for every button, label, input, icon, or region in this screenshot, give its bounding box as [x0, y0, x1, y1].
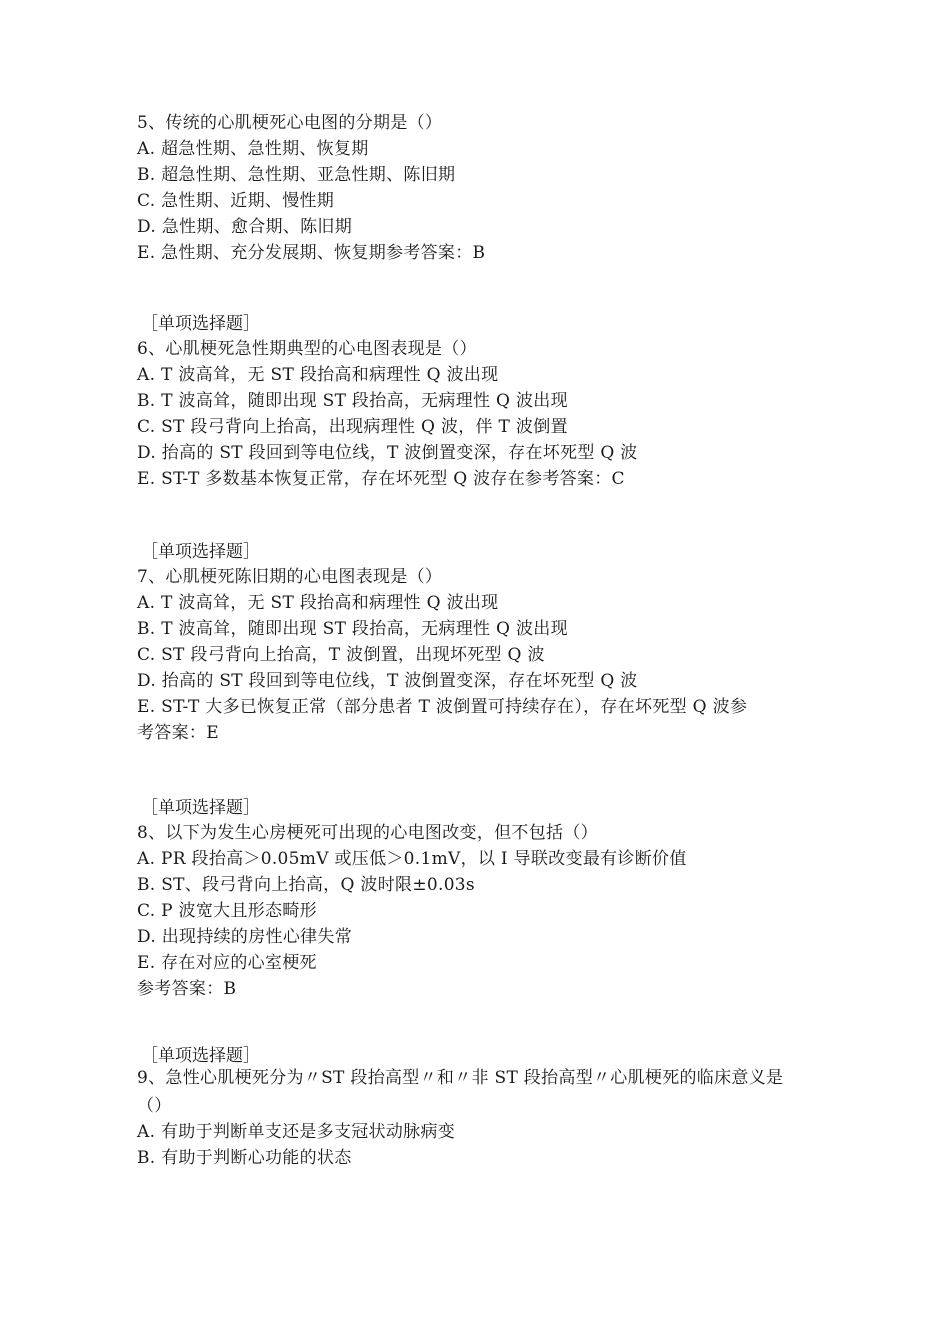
question-5 [137, 110, 802, 266]
option-b: B. 超急性期、急性期、亚急性期、陈旧期 [137, 165, 456, 185]
option-a: A. 超急性期、急性期、恢复期 [137, 139, 369, 159]
question-stem: 5、传统的心肌梗死心电图的分期是（） [137, 113, 443, 133]
option-a: A. PR 段抬高＞0.05mV 或压低＞0.1mV，以 I 导联改变最有诊断价值 [137, 849, 687, 869]
option-a: A. 有助于判断单支还是多支冠状动脉病变 [137, 1122, 456, 1142]
option-c: C. ST 段弓背向上抬高，出现病理性 Q 波，伴 T 波倒置 [137, 417, 568, 437]
option-d: D. 抬高的 ST 段回到等电位线，T 波倒置变深，存在坏死型 Q 波 [137, 443, 638, 463]
question-9 [137, 1044, 802, 1171]
answer: 参考答案：B [137, 979, 237, 999]
answer-continuation: 考答案：E [137, 723, 219, 743]
option-c: C. ST 段弓背向上抬高，T 波倒置，出现坏死型 Q 波 [137, 645, 545, 665]
option-c: C. P 波宽大且形态畸形 [137, 901, 317, 921]
option-e-with-answer: E. ST-T 多数基本恢复正常，存在坏死型 Q 波存在参考答案：C [137, 469, 625, 489]
question-type-tag: ［单项选择题］ [141, 798, 260, 818]
question-type-tag: ［单项选择题］ [141, 1046, 260, 1066]
option-c: C. 急性期、近期、慢性期 [137, 191, 335, 211]
option-d: D. 抬高的 ST 段回到等电位线，T 波倒置变深，存在坏死型 Q 波 [137, 671, 638, 691]
option-b: B. T 波高耸，随即出现 ST 段抬高，无病理性 Q 波出现 [137, 619, 568, 639]
option-a: A. T 波高耸，无 ST 段抬高和病理性 Q 波出现 [137, 365, 499, 385]
question-stem: 9、急性心肌梗死分为〃ST 段抬高型〃和〃非 ST 段抬高型〃心肌梗死的临床意义是 [137, 1068, 784, 1088]
question-stem: 6、心肌梗死急性期典型的心电图表现是（） [137, 339, 477, 359]
option-b: B. ST、段弓背向上抬高，Q 波时限±0.03s [137, 875, 475, 895]
option-e: E. ST-T 大多已恢复正常（部分患者 T 波倒置可持续存在），存在坏死型 Q 波参 [137, 697, 748, 717]
option-e: E. 存在对应的心室梗死 [137, 953, 317, 973]
question-type-tag: ［单项选择题］ [141, 542, 260, 562]
option-d: D. 出现持续的房性心律失常 [137, 927, 353, 947]
answer-blank: （） [137, 1096, 172, 1116]
question-stem: 8、以下为发生心房梗死可出现的心电图改变，但不包括（） [137, 823, 598, 843]
question-type-tag: ［单项选择题］ [141, 314, 260, 334]
option-b: B. T 波高耸，随即出现 ST 段抬高，无病理性 Q 波出现 [137, 391, 568, 411]
question-6 [137, 312, 802, 492]
question-7 [137, 540, 802, 746]
option-a: A. T 波高耸，无 ST 段抬高和病理性 Q 波出现 [137, 593, 499, 613]
option-d: D. 急性期、愈合期、陈旧期 [137, 217, 353, 237]
question-8 [137, 796, 802, 1002]
question-stem: 7、心肌梗死陈旧期的心电图表现是（） [137, 567, 443, 587]
option-b: B. 有助于判断心功能的状态 [137, 1148, 352, 1168]
option-e-with-answer: E. 急性期、充分发展期、恢复期参考答案：B [137, 243, 486, 263]
